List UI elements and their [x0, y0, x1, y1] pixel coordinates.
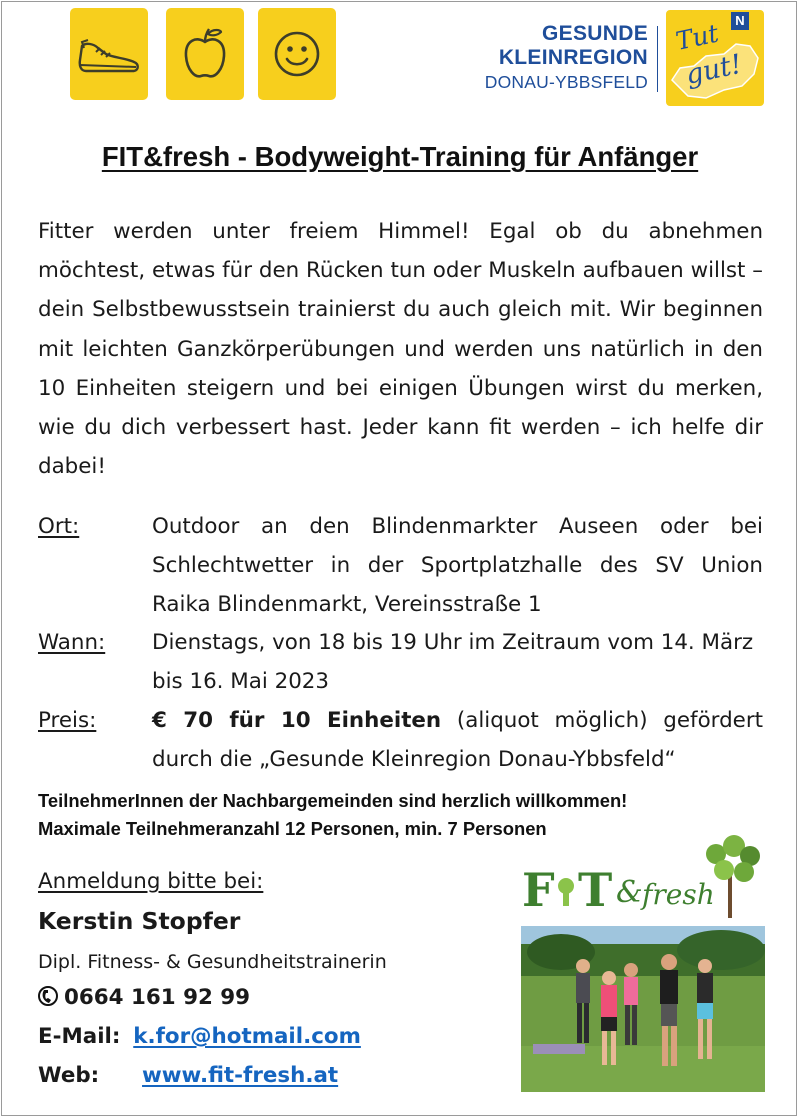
- running-shoe-tile: [70, 8, 148, 100]
- apple-tile: [166, 8, 244, 100]
- location-text: Outdoor an den Blindenmarkter Auseen oder bei Schlechtwetter in der Sportplatzhalle des SV Union Raika Blindenmarkt, Vereinsstraße 1: [152, 514, 763, 618]
- notice-line-2: Maximale Teilnehmeranzahl 12 Personen, min. 7 Personen: [38, 818, 547, 839]
- logo-line-2: KLEINREGION: [498, 46, 648, 69]
- lower-austria-map-icon: [666, 10, 764, 106]
- smiley-icon: [272, 29, 322, 79]
- svg-text:gut!: gut!: [683, 48, 745, 91]
- page-title: FIT&fresh - Bodyweight-Training für Anfänger: [101, 141, 699, 172]
- fit-logo-amp: &: [616, 875, 643, 910]
- smiley-tile: [258, 8, 336, 100]
- contact-email: [38, 1024, 361, 1049]
- detail-location: [38, 507, 763, 625]
- fit-logo-t: T: [578, 863, 613, 917]
- contact-web: [38, 1063, 338, 1088]
- region-logo: [452, 22, 648, 94]
- apple-figure-icon: [558, 878, 574, 906]
- contact-name: Kerstin Stopfer: [38, 907, 241, 935]
- fit-logo-f: F: [522, 863, 555, 917]
- price-amount: € 70 für 10 Einheiten: [152, 708, 442, 733]
- notice-line-1: TeilnehmerInnen der Nachbargemeinden sind herzlich willkommen!: [38, 790, 628, 811]
- location-label: Ort:: [38, 514, 80, 539]
- group-photo: [521, 926, 765, 1092]
- fit-logo-fresh: fresh: [642, 878, 715, 911]
- tut-gut-logo: [666, 10, 764, 106]
- intro-paragraph: Fitter werden unter freiem Himmel! Egal ob du abnehmen möchtest, etwas für den Rücken tun oder Muskeln aufbauen willst – dein Selbstbewusstsein trainierst du auch gleich mit. Wir beginnen mit leichten Ganzkörperübungen und werden uns natürlich in den 10 Einheiten steigern und bei einigen Übungen wirst du merken, wie du dich verbessert hast. Jeder kann fit werden – ich helfe dir dabei!: [38, 219, 763, 480]
- apple-icon: [181, 26, 229, 82]
- phone-number: 0664 161 92 99: [64, 985, 251, 1010]
- price-note: (aliquot möglich) gefördert durch die „Gesunde Kleinregion Donau-Ybbsfeld“: [152, 708, 763, 773]
- logo-divider: [657, 26, 658, 92]
- time-text: Dienstags, von 18 bis 19 Uhr im Zeitraum vom 14. März bis 16. Mai 2023: [152, 630, 754, 695]
- price-label: Preis:: [38, 708, 97, 733]
- email-label: E-Mail:: [38, 1024, 121, 1049]
- time-label: Wann:: [38, 630, 106, 655]
- web-label: Web:: [38, 1063, 100, 1088]
- running-shoe-icon: [76, 32, 142, 76]
- detail-time: [38, 623, 763, 701]
- detail-price: [38, 701, 763, 779]
- svg-text:Tut: Tut: [673, 18, 722, 56]
- logo-line-3: DONAU-YBBSFELD: [484, 72, 648, 92]
- logo-n-badge: N: [731, 12, 749, 30]
- registration-heading: Anmeldung bitte bei:: [38, 869, 264, 894]
- contact-role: Dipl. Fitness- & Gesundheitstrainerin: [38, 951, 387, 973]
- contact-phone: [38, 985, 250, 1010]
- email-link[interactable]: k.for@hotmail.com: [133, 1024, 361, 1049]
- logo-line-1: GESUNDE: [542, 22, 648, 45]
- web-link[interactable]: www.fit-fresh.at: [142, 1063, 339, 1088]
- phone-icon: [38, 985, 58, 1007]
- price-text: [152, 701, 763, 779]
- fit-fresh-logo: [520, 834, 766, 926]
